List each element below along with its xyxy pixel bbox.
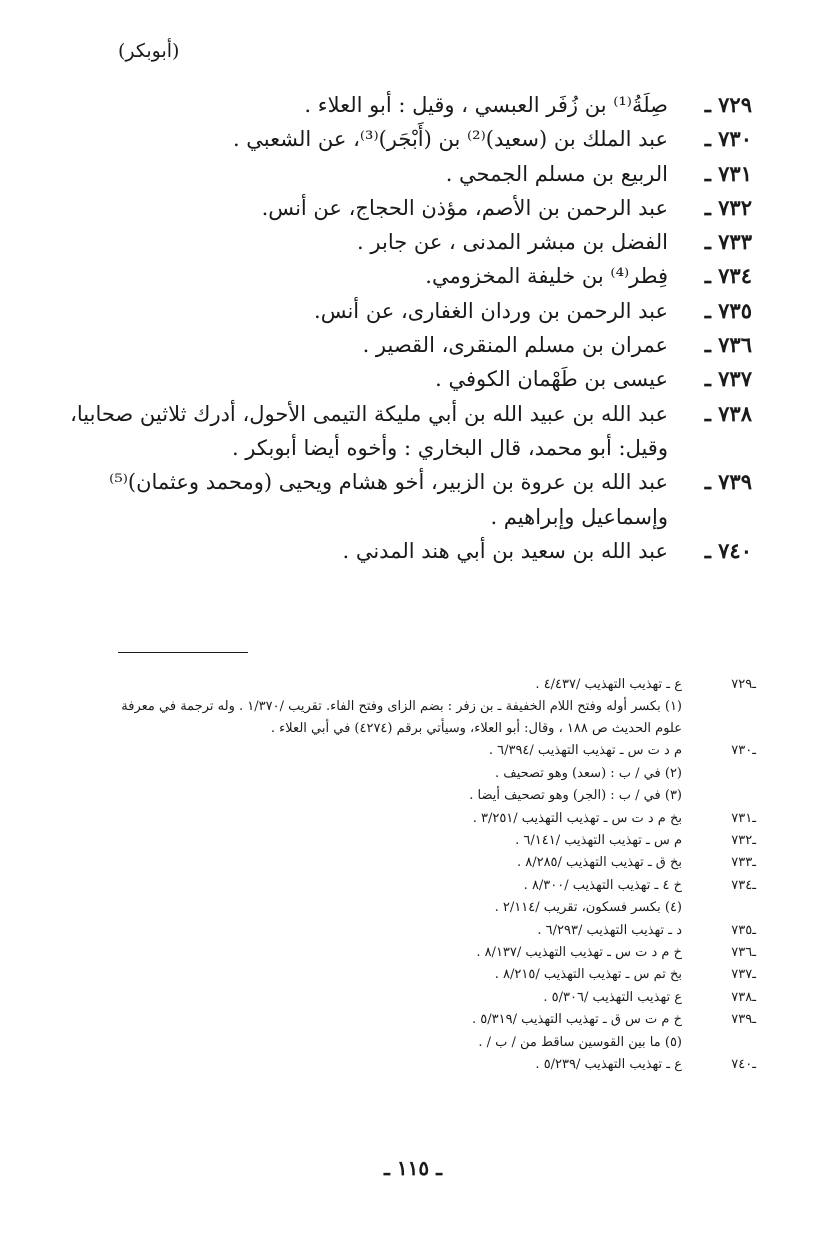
footnote-text: بخ ق ـ تهذيب التهذيب /٨/٢٨٥ . <box>516 855 682 871</box>
entry-item <box>40 328 752 362</box>
footnote-text: بخ تم س ـ تهذيب التهذيب /٨/٢١٥ . <box>494 967 682 983</box>
footnote-number: ـ٧٣٥ <box>731 922 756 938</box>
footnote-number <box>682 897 756 919</box>
footnote-item <box>110 808 756 830</box>
footnote-text: (٥) ما بين القوسين ساقط من / ب / . <box>478 1034 682 1050</box>
entry-text: الربيع بن مسلم الجمحي . <box>445 161 668 186</box>
entry-text: عبد الله بن عبيد الله بن أبي مليكة التيمى الأحول، أدرك ثلاثين صحابيا، وقيل: أبو محمد، قال البخاري : وأخوه أيضا أبوبكر . <box>70 401 668 460</box>
entry-number: ٧٣٣ ـ <box>704 229 752 255</box>
entry-text: عبد الرحمن بن وردان الغفارى، عن أنس. <box>314 298 668 323</box>
page-number: ـ ١١٥ ـ <box>384 1156 442 1180</box>
footnote-separator <box>118 652 248 653</box>
footnote-item <box>110 830 756 852</box>
entry-item <box>40 122 752 156</box>
footnote-number: ـ٧٣١ <box>731 810 756 826</box>
footnote-number: ـ٧٣٣ <box>731 855 756 871</box>
footnote-number <box>682 763 756 785</box>
entry-text: الفضل بن مبشر المدنى ، عن جابر . <box>357 230 668 255</box>
footnote-text: بخ م د ت س ـ تهذيب التهذيب /٣/٢٥١ . <box>472 810 682 826</box>
footnote-item <box>110 763 756 785</box>
footnote-item <box>110 1054 756 1076</box>
entry-text: عبد الرحمن بن الأصم، مؤذن الحجاج، عن أنس. <box>261 195 668 220</box>
footnote-text: (٤) بكسر فسكون، تقريب /٢/١١٤ . <box>494 900 682 916</box>
page-header: (أبوبكر) <box>118 40 180 62</box>
entry-text: فِطر⁽⁴⁾ بن خليفة المخزومي. <box>425 264 668 289</box>
entry-list <box>40 88 752 568</box>
footnote-item <box>110 785 756 807</box>
footnote-item <box>110 852 756 874</box>
footnote-text: م د ت س ـ تهذيب التهذيب /٦/٣٩٤ . <box>488 743 682 759</box>
entry-number: ٧٢٩ ـ <box>704 92 752 117</box>
entry-number: ٧٣١ ـ <box>704 160 752 186</box>
entry-item <box>40 397 752 466</box>
footnote-number <box>682 1032 756 1054</box>
footnote-number: ـ٧٣٦ <box>731 945 756 961</box>
footnote-item <box>110 1009 756 1031</box>
entry-text: عيسى بن طَهْمان الكوفي . <box>435 367 668 392</box>
footnote-number: ـ٧٣٨ <box>731 989 756 1005</box>
footnote-item <box>110 740 756 762</box>
footnote-item <box>110 964 756 986</box>
entry-item <box>40 88 752 122</box>
entry-item <box>40 225 752 259</box>
footnote-item <box>110 942 756 964</box>
entry-item <box>40 259 752 293</box>
footnote-item <box>110 1032 756 1054</box>
entry-number: ٧٣٩ ـ <box>704 469 752 495</box>
footnote-number: ـ٧٣٧ <box>731 967 756 983</box>
footnote-number <box>682 696 756 740</box>
footnote-item <box>110 987 756 1009</box>
footnote-item <box>110 897 756 919</box>
entry-number: ٧٣٦ ـ <box>704 332 752 358</box>
footnote-list <box>110 674 756 1077</box>
entry-text: عمران بن مسلم المنقرى، القصير . <box>362 333 668 358</box>
entry-item <box>40 157 752 191</box>
entry-item <box>40 465 752 534</box>
footnote-item <box>110 674 756 696</box>
entry-number: ٧٣٤ ـ <box>704 263 752 289</box>
footnote-number: ـ٧٣٤ <box>731 877 756 893</box>
footnote-text: د ـ تهذيب التهذيب /٦/٢٩٣ . <box>537 922 682 938</box>
entry-item <box>40 362 752 396</box>
entry-number: ٧٣٠ ـ <box>704 126 752 152</box>
footnote-number: ـ٧٣٢ <box>731 833 756 849</box>
footnote-item <box>110 875 756 897</box>
footnote-number <box>682 785 756 807</box>
footnote-text: م س ـ تهذيب التهذيب /٦/١٤١ . <box>515 833 682 849</box>
footnote-text: ع ـ تهذيب التهذيب /٤/٤٣٧ . <box>535 677 682 692</box>
footnote-number: ـ٧٤٠ <box>731 1057 756 1073</box>
footnote-item <box>110 920 756 942</box>
footnote-text: (١) بكسر أوله وفتح اللام الخفيفة ـ بن زفر : بضم الزاى وفتح الفاء. تقريب /١/٣٧٠ . وله ترجمة في معرفة علوم الحديث ص ١٨٨ ، وقال: أبو العلاء، وسيأتي برقم (٤٢٧٤) في أبي العلاء . <box>121 699 682 737</box>
footnote-text: ع تهذيب التهذيب /٥/٣٠٦ . <box>543 989 682 1005</box>
entry-item <box>40 191 752 225</box>
entry-number: ٧٣٥ ـ <box>704 297 752 323</box>
entry-text: عبد الله بن سعيد بن أبي هند المدني . <box>342 538 668 563</box>
footnote-text: خ ٤ ـ تهذيب التهذيب /٨/٣٠٠ . <box>523 877 682 893</box>
entry-number: ٧٣٧ ـ <box>704 366 752 392</box>
footnote-text: (٣) في / ب : (الجر) وهو تصحيف أيضا . <box>469 788 682 804</box>
entry-text: عبد الملك بن (سعيد)⁽²⁾ بن (أَبْجَر)⁽³⁾، عن الشعبي . <box>232 127 668 152</box>
footnote-text: خ م ت س ق ـ تهذيب التهذيب /٥/٣١٩ . <box>472 1012 682 1028</box>
footnote-text: خ م د ت س ـ تهذيب التهذيب /٨/١٣٧ . <box>476 945 682 961</box>
entry-text: عبد الله بن عروة بن الزبير، أخو هشام ويحيى (ومحمد وعثمان)⁽⁵⁾ وإسماعيل وإبراهيم . <box>109 470 668 529</box>
footnote-text: ع ـ تهذيب التهذيب /٥/٢٣٩ . <box>535 1057 682 1073</box>
entry-text: صِلَةُ⁽¹⁾ بن زُفَر العبسي ، وقيل : أبو العلاء . <box>304 93 668 117</box>
footnote-item <box>110 696 756 740</box>
entry-item <box>40 534 752 568</box>
footnote-text: (٢) في / ب : (سعد) وهو تصحيف . <box>494 765 682 781</box>
entry-item <box>40 294 752 328</box>
entry-number: ٧٤٠ ـ <box>704 537 752 563</box>
footnote-number: ـ٧٣٠ <box>731 743 756 759</box>
footnote-number: ـ٧٢٩ <box>731 677 756 692</box>
entry-number: ٧٣٢ ـ <box>704 194 752 220</box>
footnote-number: ـ٧٣٩ <box>731 1012 756 1028</box>
entry-number: ٧٣٨ ـ <box>704 400 752 426</box>
